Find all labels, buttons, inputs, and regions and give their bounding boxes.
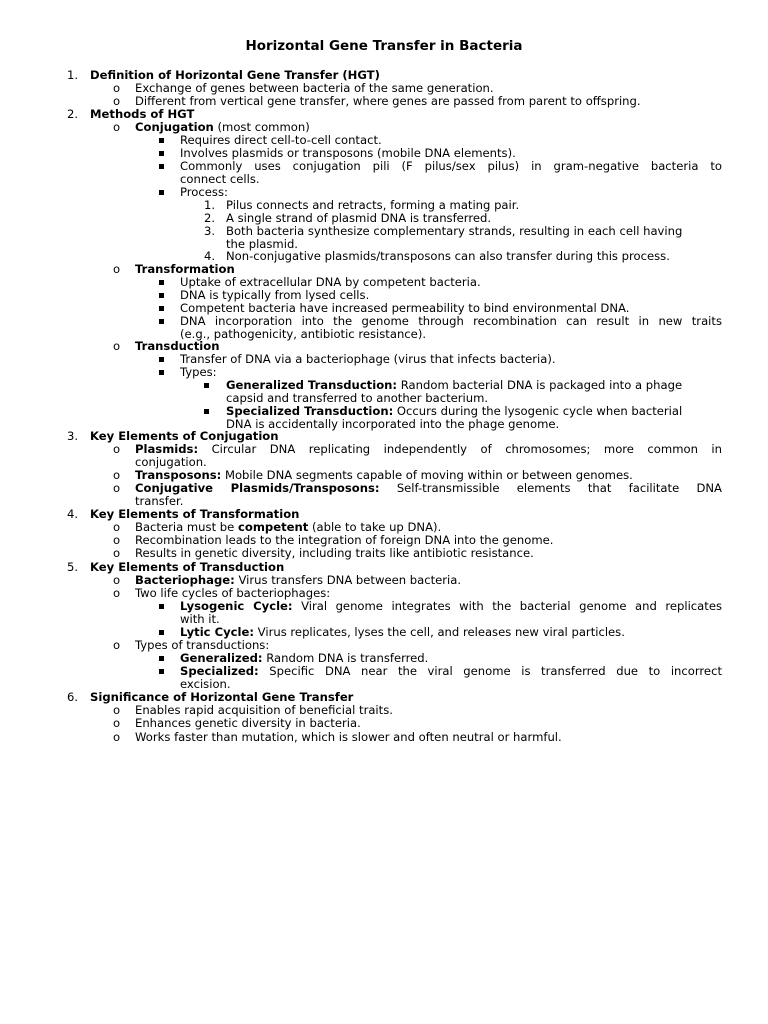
list-item: Results in genetic diversity, including traits like antibiotic resistance.	[135, 546, 534, 560]
list-item: Uptake of extracellular DNA by competent bacteria.	[180, 275, 481, 289]
list-item-cont: conjugation.	[135, 455, 207, 469]
bullet-square	[204, 383, 209, 388]
list-item: Enhances genetic diversity in bacteria.	[135, 716, 361, 730]
text: Bacteria must be	[135, 520, 238, 534]
sub-marker: o	[113, 520, 121, 534]
term: Conjugation	[135, 120, 214, 134]
list-item: Exchange of genes between bacteria of the same generation.	[135, 81, 494, 95]
list-item: Competent bacteria have increased permeability to bind environmental DNA.	[180, 301, 630, 315]
definition: Viral genome integrates with the bacterial genome and replicates	[292, 599, 722, 613]
term: Lytic Cycle:	[180, 625, 254, 639]
step-item-cont: the plasmid.	[226, 237, 298, 251]
list-item-cont: with it.	[180, 612, 220, 626]
sub-marker: o	[113, 586, 121, 600]
sub-marker: o	[113, 262, 121, 276]
term: competent	[237, 520, 309, 534]
list-item	[135, 443, 722, 456]
sub-marker: o	[113, 730, 121, 744]
list-item: Process:	[180, 185, 228, 199]
definition: Virus replicates, lyses the cell, and releases new viral particles.	[254, 625, 625, 639]
list-item: Recombination leads to the integration of foreign DNA into the genome.	[135, 533, 554, 547]
list-item-cont: connect cells.	[180, 172, 260, 186]
sub-marker: o	[113, 716, 121, 730]
definition: Random bacterial DNA is packaged into a phage	[397, 378, 683, 392]
list-item: Involves plasmids or transposons (mobile DNA elements).	[180, 146, 516, 160]
section-heading: Key Elements of Conjugation	[90, 429, 279, 443]
sub-marker: o	[113, 339, 121, 353]
step-number: 4.	[203, 249, 215, 263]
bullet-square	[159, 656, 164, 661]
step-item: A single strand of plasmid DNA is transferred.	[226, 211, 492, 225]
bullet-square	[159, 319, 164, 324]
section-heading: Significance of Horizontal Gene Transfer	[90, 690, 354, 704]
text: (able to take up DNA).	[308, 520, 442, 534]
list-item	[135, 482, 722, 495]
bullet-square	[159, 630, 164, 635]
sub-marker: o	[113, 703, 121, 717]
section-number: 1.	[66, 68, 78, 82]
list-item: DNA incorporation into the genome through recombination can result in new traits	[180, 314, 722, 328]
term: Specialized:	[180, 664, 259, 678]
list-item: Types:	[180, 365, 217, 379]
note: (most common)	[213, 120, 310, 134]
definition: Virus transfers DNA between bacteria.	[234, 573, 462, 587]
definition: Self-transmissible elements that facilitate DNA	[379, 481, 722, 495]
list-item: Requires direct cell-to-cell contact.	[180, 133, 382, 147]
bullet-square	[159, 280, 164, 285]
sub-marker: o	[113, 533, 121, 547]
definition: Specific DNA near the viral genome is transferred due to incorrect	[258, 664, 722, 678]
section-heading: Key Elements of Transformation	[90, 507, 300, 521]
sub-marker: o	[113, 481, 121, 495]
bullet-square	[159, 357, 164, 362]
bullet-square	[159, 151, 164, 156]
list-item: DNA is typically from lysed cells.	[180, 288, 370, 302]
list-item: Transfer of DNA via a bacteriophage (virus that infects bacteria).	[180, 352, 556, 366]
list-item: Works faster than mutation, which is slower and often neutral or harmful.	[135, 730, 562, 744]
sub-marker: o	[113, 573, 121, 587]
section-number: 3.	[66, 429, 78, 443]
step-item: Pilus connects and retracts, forming a mating pair.	[226, 198, 520, 212]
definition: Occurs during the lysogenic cycle when bacterial	[393, 404, 683, 418]
bullet-square	[159, 370, 164, 375]
section-number: 6.	[66, 690, 78, 704]
term: Specialized Transduction:	[226, 404, 394, 418]
term: Generalized Transduction:	[226, 378, 398, 392]
bullet-square	[159, 164, 164, 169]
sub-marker: o	[113, 94, 121, 108]
term: Generalized:	[180, 651, 263, 665]
term: Conjugative Plasmids/Transposons:	[135, 481, 380, 495]
document-title: Horizontal Gene Transfer in Bacteria	[245, 38, 523, 54]
list-item: Types of transductions:	[135, 638, 270, 652]
sub-marker: o	[113, 468, 121, 482]
section-number: 5.	[66, 560, 78, 574]
sub-marker: o	[113, 81, 121, 95]
list-item: Different from vertical gene transfer, where genes are passed from parent to offspring.	[135, 94, 641, 108]
sub-marker: o	[113, 442, 121, 456]
sub-marker: o	[113, 638, 121, 652]
sub-marker: o	[113, 546, 121, 560]
list-item-cont: excision.	[180, 677, 231, 691]
step-number: 3.	[203, 224, 215, 238]
step-item: Non-conjugative plasmids/transposons can also transfer during this process.	[226, 249, 670, 263]
list-item: Two life cycles of bacteriophages:	[135, 586, 331, 600]
section-heading: Key Elements of Transduction	[90, 560, 285, 574]
bullet-square	[159, 604, 164, 609]
list-item-cont: (e.g., pathogenicity, antibiotic resistance).	[180, 327, 427, 341]
bullet-square	[159, 669, 164, 674]
list-item: Commonly uses conjugation pili (F pilus/sex pilus) in gram-negative bacteria to	[180, 159, 722, 173]
bullet-square	[159, 293, 164, 298]
term: Plasmids:	[135, 442, 199, 456]
step-item: Both bacteria synthesize complementary strands, resulting in each cell having	[226, 224, 683, 238]
section-number: 4.	[66, 507, 78, 521]
list-item: Enables rapid acquisition of beneficial traits.	[135, 703, 393, 717]
list-item	[180, 665, 722, 678]
definition: Random DNA is transferred.	[262, 651, 429, 665]
subheading-transduction: Transduction	[135, 339, 220, 353]
list-item-cont: DNA is accidentally incorporated into the phage genome.	[226, 417, 560, 431]
step-number: 2.	[203, 211, 215, 225]
bullet-square	[204, 409, 209, 414]
term: Transposons:	[135, 468, 222, 482]
term: Lysogenic Cycle:	[180, 599, 293, 613]
section-heading: Definition of Horizontal Gene Transfer (HGT)	[90, 68, 380, 82]
section-number: 2.	[66, 107, 78, 121]
list-item-cont: transfer.	[135, 494, 184, 508]
list-item	[180, 600, 722, 613]
bullet-square	[159, 190, 164, 195]
section-heading: Methods of HGT	[90, 107, 195, 121]
definition: Circular DNA replicating independently of chromosomes; more common in	[198, 442, 722, 456]
bullet-square	[159, 306, 164, 311]
definition: Mobile DNA segments capable of moving within or between genomes.	[221, 468, 633, 482]
bullet-square	[159, 138, 164, 143]
step-number: 1.	[203, 198, 215, 212]
sub-marker: o	[113, 120, 121, 134]
term: Bacteriophage:	[135, 573, 235, 587]
list-item-cont: capsid and transferred to another bacterium.	[226, 391, 489, 405]
subheading-transformation: Transformation	[135, 262, 235, 276]
